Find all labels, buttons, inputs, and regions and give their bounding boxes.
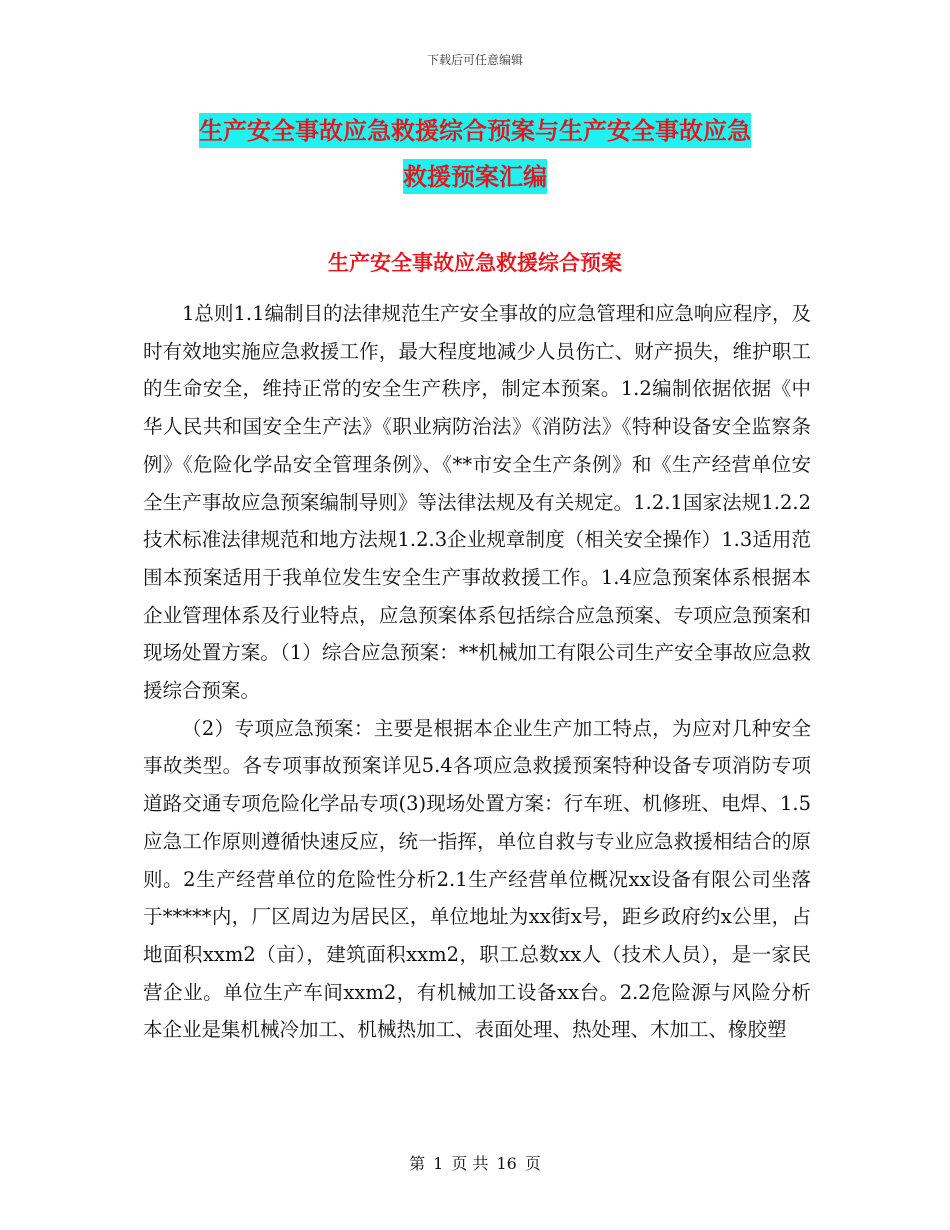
header-note: 下载后可任意编辑: [426, 53, 523, 67]
footer-prefix: 第: [409, 1154, 426, 1173]
paragraph-2: （2）专项应急预案：主要是根据本企业生产加工特点，为应对几种安全事故类型。各专项事故预案详见5.4各项应急救援预案特种设备专项消防专项道路交通专项危险化学品专项(3)现场处置方案：行车班、机修班、电焊、1.5应急工作原则遵循快速反应，统一指挥，单位自救与专业应急救援相结合的原则。2生产经营单位的危险性分析2.1生产经营单位概况xx设备有限公司坐落于*****内，厂区周边为居民区，单位地址为xx街x号，距乡政府约x公里，占地面积xxm2（亩），建筑面积xxm2，职工总数xx人（技术人员），是一家民营企业。单位生产车间xxm2，有机械加工设备xx台。2.2危险源与风险分析本企业是集机械冷加工、机械热加工、表面处理、热处理、木加工、橡胶塑: [143, 716, 811, 1042]
paragraph-1: 1总则1.1编制目的法律规范生产安全事故的应急管理和应急响应程序，及时有效地实施应急救援工作，最大程度地减少人员伤亡、财产损失，维护职工的生命安全，维持正常的安全生产秩序，制定本预案。1.2编制依据依据《中华人民共和国安全生产法》《职业病防治法》《消防法》《特种设备安全监察条例》《危险化学品安全管理条例》、《**市安全生产条例》和《生产经营单位安全生产事故应急预案编制导则》等法律法规及有关规定。1.2.1国家法规1.2.2技术标准法律规范和地方法规1.2.3企业规章制度（相关安全操作）1.3适用范围本预案适用于我单位发生安全生产事故救援工作。1.4应急预案体系根据本企业管理体系及行业特点，应急预案体系包括综合应急预案、专项应急预案和现场处置方案。（1）综合应急预案：**机械加工有限公司生产安全事故应急救援综合预案。: [143, 302, 811, 703]
footer-page-number: 1: [433, 1154, 444, 1173]
section-heading: 生产安全事故应急救援综合预案: [328, 250, 622, 275]
document-title: [145, 108, 805, 200]
footer-total-pages: 16: [496, 1154, 517, 1173]
document-title-line-1: 生产安全事故应急救援综合预案与生产安全事故应急: [199, 113, 751, 148]
footer-mid: 页 共: [451, 1154, 489, 1173]
document-title-line-2: 救援预案汇编: [403, 159, 547, 194]
page-footer: [0, 1154, 950, 1174]
footer-suffix: 页: [524, 1154, 541, 1173]
body-text: [143, 295, 811, 1049]
